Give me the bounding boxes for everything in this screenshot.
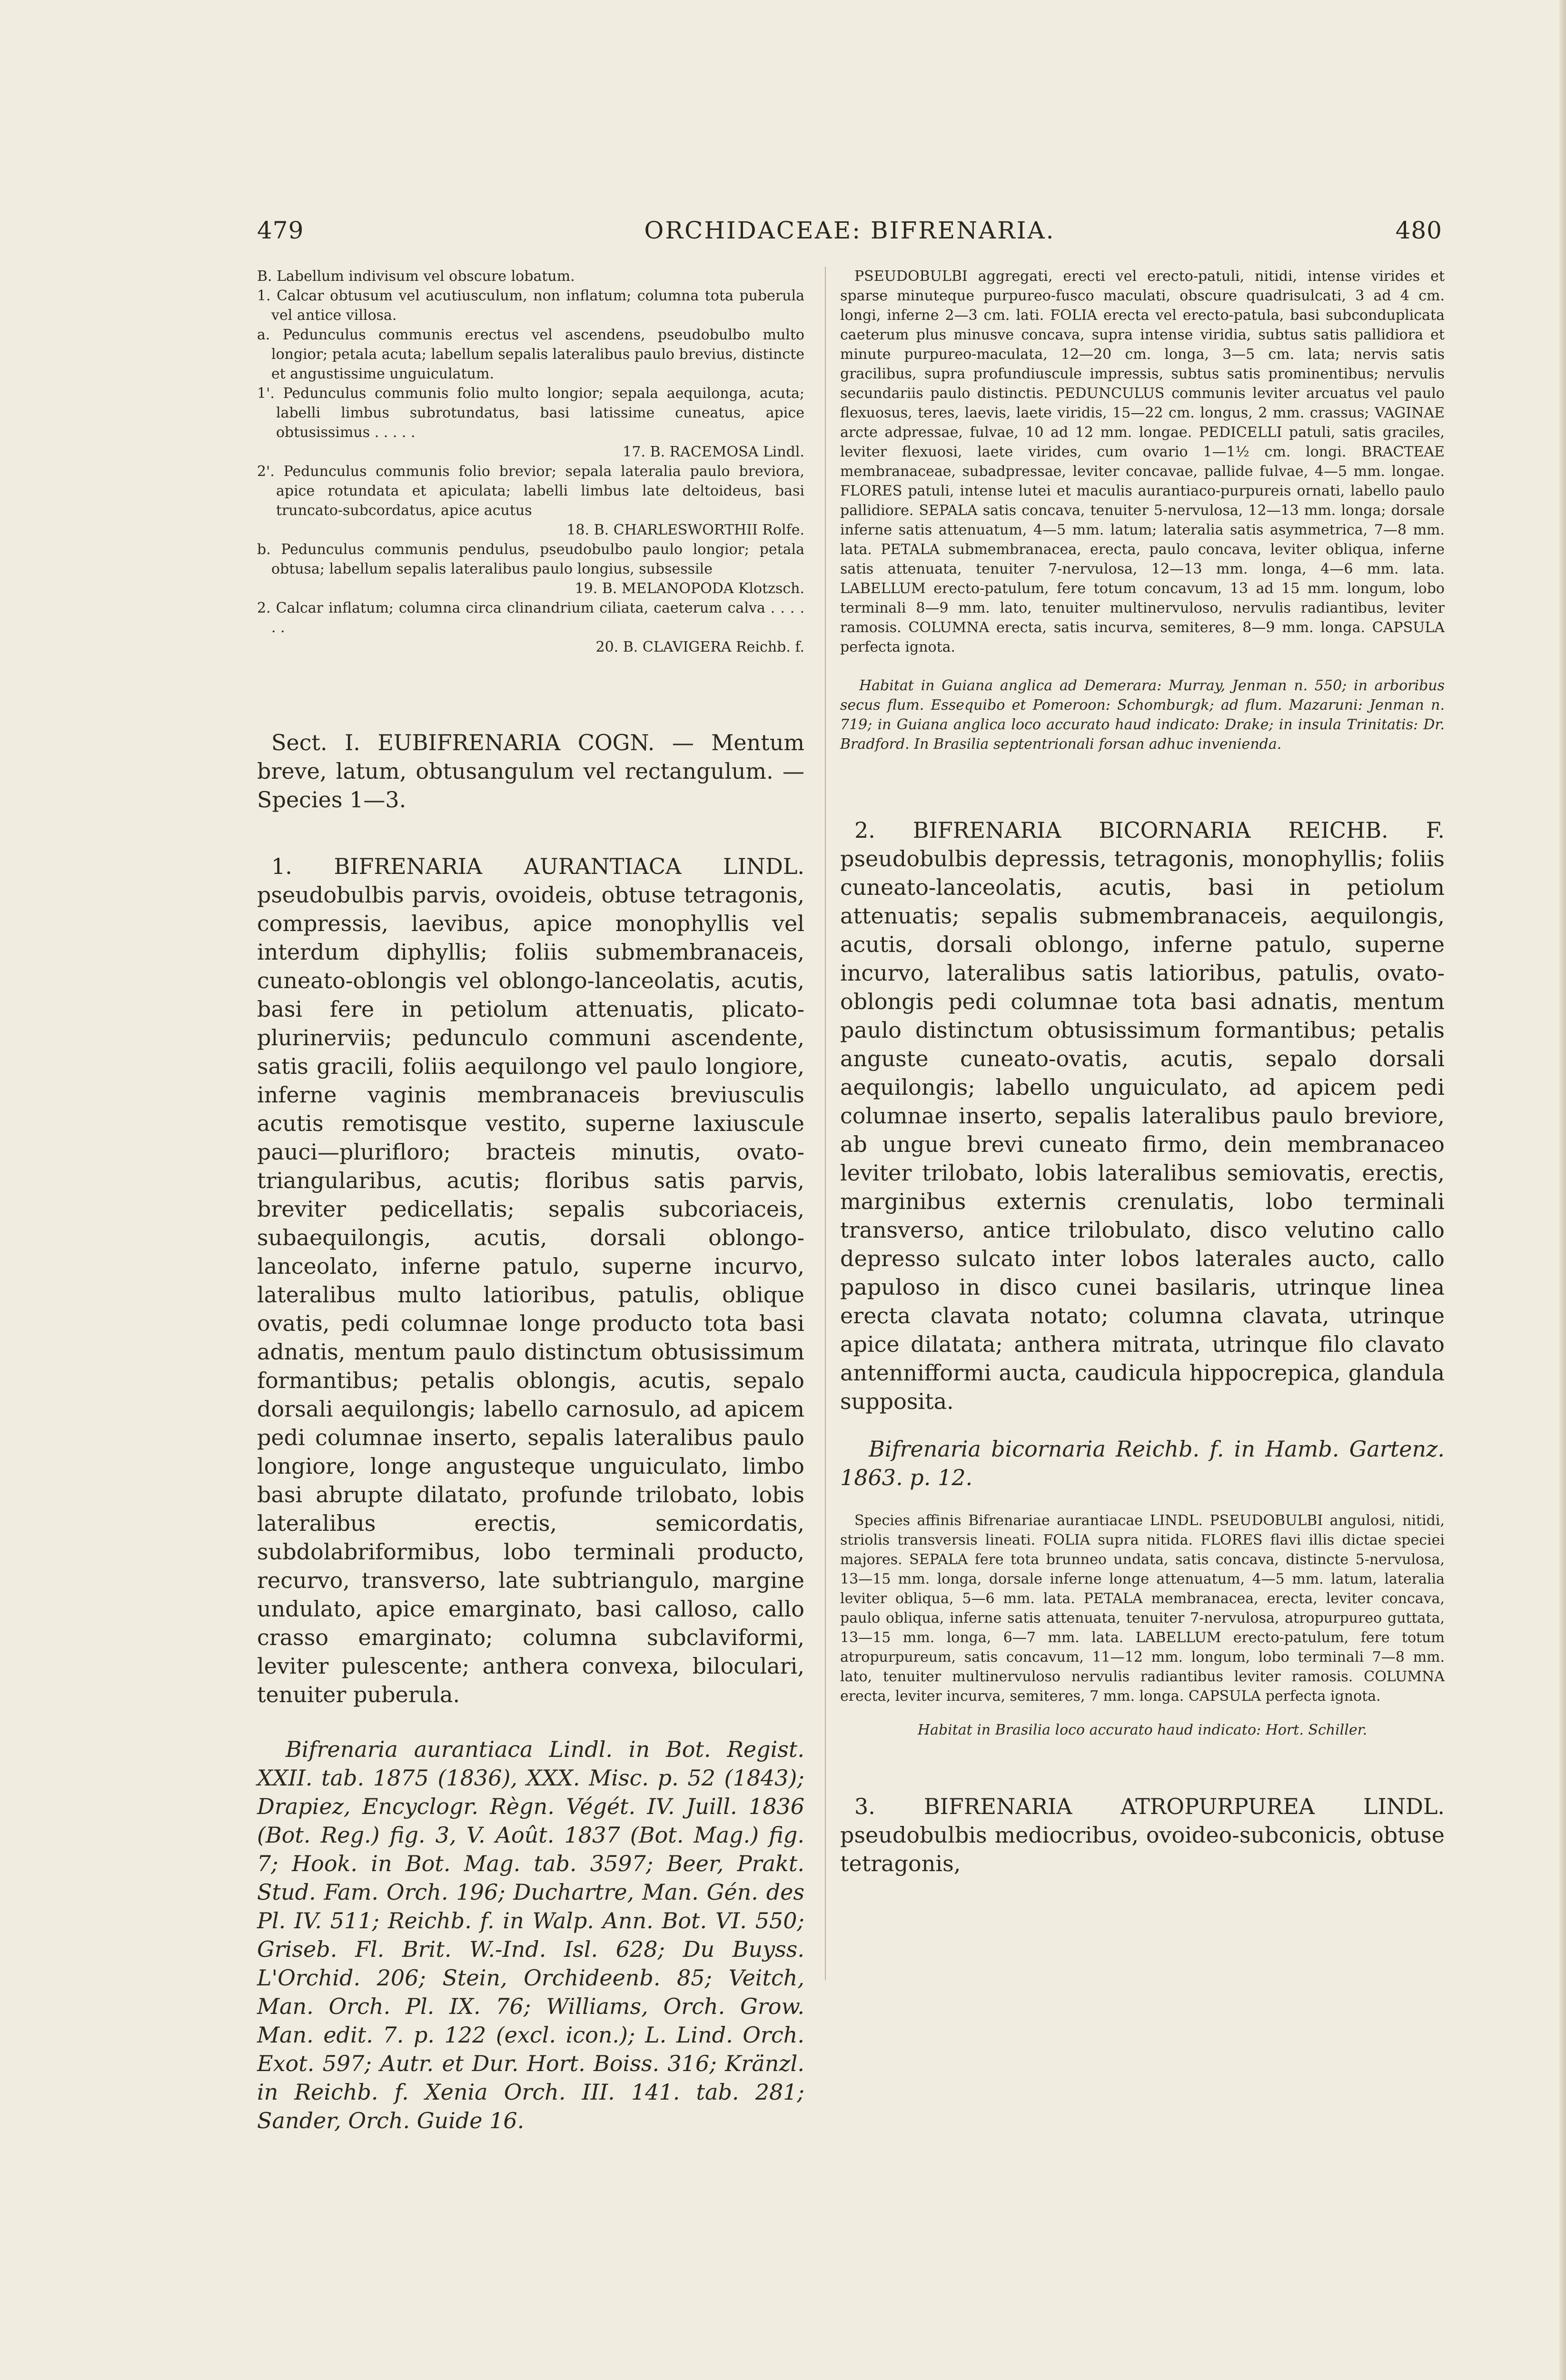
- key-lead-b1a2: 2'. Pedunculus communis folio brevior; sepala lateralia paulo breviora, apice rotundata et apiculata; labelli limbus late deltoideus, basi truncato-subcordatus, apice acutus: [257, 463, 804, 519]
- column-divider: [825, 267, 826, 1980]
- species-2-citation: Bifrenaria bicornaria Reichb. f. in Hamb. Gartenz. 1863. p. 12.: [840, 1436, 1445, 1490]
- species-1-description: 1. BIFRENARIA AURANTIACA LINDL. pseudobulbis parvis, ovoideis, obtuse tetragonis, compressis, laevibus, apice monophyllis vel interdum diphyllis; foliis submembranaceis, cuneato-oblongis vel oblongo-lanceolatis, acutis, basi fere in petiolum attenuatis, plicato-plurinerviis; pedunculo communi ascendente, satis gracili, foliis aequilongo vel paulo longiore, inferne vaginis membranaceis breviusculis acutis remotisque vestito, superne laxiuscule pauci—plurifloro; bracteis minutis, ovato-triangularibus, acutis; floribus satis parvis, breviter pedicellatis; sepalis subcoriaceis, subaequilongis, acutis, dorsali oblongo-lanceolato, inferne patulo, superne incurvo, lateralibus multo latioribus, patulis, oblique ovatis, pedi columnae longe producto tota basi adnatis, mentum paulo distinctum obtusissimum formantibus; petalis oblongis, acutis, sepalo dorsali aequilongis; labello carnosulo, ad apicem pedi columnae inserto, sepalis lateralibus paulo longiore, longe angusteque unguiculato, limbo basi abrupte dilatato, profunde trilobato, lobis lateralibus erectis, semicordatis, subdolabriformibus, lobo terminali producto, recurvo, transverso, late subtriangulo, margine undulato, apice emarginato, basi calloso, callo crasso emarginato; columna subclaviformi, leviter pulescente; anthera convexa, biloculari, tenuiter puberula.: [257, 853, 804, 1707]
- right-column: [840, 267, 1445, 1878]
- key-species-17: 17. B. RACEMOSA Lindl.: [623, 444, 804, 460]
- species-2-details: Species affinis Bifrenariae aurantiacae LINDL. PSEUDOBULBI angulosi, nitidi, striolis transversis lineati. FOLIA supra nitida. FLORES flavi illis dictae speciei majores. SEPALA fere tota brunneo undata, satis concava, distincte 5-nervulosa, 13—15 mm. longa, dorsale inferne longe attenuatum, 4—5 mm. latum, lateralia leviter obliqua, 5—6 mm. lata. PETALA membranacea, erecta, leviter concava, paulo obliqua, inferne satis attenuata, tenuiter 7-nervulosa, atropurpureo guttata, 13—15 mm. longa, 6—7 mm. lata. LABELLUM erecto-patulum, fere totum atropurpureum, satis concavum, 11—12 mm. longum, lobo terminali 7—8 mm. lato, tenuiter multinervuloso nervulis radiantibus leviter ramosis. COLUMNA erecta, leviter incurva, semiteres, 7 mm. longa. CAPSULA perfecta ignota.: [840, 1512, 1445, 1705]
- species-1-details: PSEUDOBULBI aggregati, erecti vel erecto-patuli, nitidi, intense virides et sparse minuteque purpureo-fusco maculati, obscure quadrisulcati, 3 ad 4 cm. longi, inferne 2—3 cm. lati. FOLIA erecta vel erecto-patula, basi subconduplicata caeterum plus minusve concava, supra intense viridia, subtus satis pallidiora et minute purpureo-maculata, 12—20 cm. longa, 3—5 cm. lata; nervis satis gracilibus, supra profundiuscule impressis, subtus satis prominentibus; nervulis secundariis paulo distinctis. PEDUNCULUS communis leviter arcuatus vel paulo flexuosus, teres, laevis, laete viridis, 15—22 cm. longus, 2 mm. crassus; VAGINAE arcte adpressae, fulvae, 10 ad 12 mm. longae. PEDICELLI patuli, satis graciles, leviter flexuosi, laete virides, cum ovario 1—1½ cm. longi. BRACTEAE membranaceae, subadpressae, leviter concavae, pallide fulvae, 4—5 mm. longae. FLORES patuli, intense lutei et maculis aurantiaco-purpureis ornati, labello paulo pallidiore. SEPALA satis concava, tenuiter 5-nervulosa, 12—13 mm. longa; dorsale inferne satis attenuatum, 4—5 mm. latum; lateralia satis asymmetrica, 7—8 mm. lata. PETALA submembranacea, erecta, paulo concava, leviter obliqua, inferne satis attenuata, tenuiter 7-nervulosa, 12—13 mm. longa, 4—6 mm. lata. LABELLUM erecto-patulum, fere totum concavum, 13 ad 15 mm. longum, lobo terminali 8—9 mm. lato, tenuiter multinervuloso, nervulis radiantibus, leviter ramosis. COLUMNA erecta, satis incurva, semiteres, 8—9 mm. longa. CAPSULA perfecta ignota.: [840, 268, 1445, 655]
- running-title: ORCHIDACEAE: BIFRENARIA.: [644, 217, 1055, 244]
- key-lead-b: B. Labellum indivisum vel obscure lobatum.: [257, 268, 575, 285]
- key-lead-b1: 1. Calcar obtusum vel acutiusculum, non inflatum; columna tota puberula vel antice villosa.: [257, 288, 804, 324]
- page-header: [257, 217, 1442, 255]
- species-1-citations: Bifrenaria aurantiaca Lindl. in Bot. Regist. XXII. tab. 1875 (1836), XXX. Misc. p. 52 (1843); Drapiez, Encyclogr. Règn. Végét. IV. Juill. 1836 (Bot. Reg.) fig. 3, V. Août. 1837 (Bot. Mag.) fig. 7; Hook. in Bot. Mag. tab. 3597; Beer, Prakt. Stud. Fam. Orch. 196; Duchartre, Man. Gén. des Pl. IV. 511; Reichb. f. in Walp. Ann. Bot. VI. 550; Griseb. Fl. Brit. W.-Ind. Isl. 628; Du Buyss. L'Orchid. 206; Stein, Orchideenb. 85; Veitch, Man. Orch. Pl. IX. 76; Williams, Orch. Grow. Man. edit. 7. p. 122 (excl. icon.); L. Lind. Orch. Exot. 597; Autr. et Dur. Hort. Boiss. 316; Kränzl. in Reichb. f. Xenia Orch. III. 141. tab. 281; Sander, Orch. Guide 16.: [257, 1736, 804, 2133]
- key-species-18: 18. B. CHARLESWORTHII Rolfe.: [566, 522, 804, 538]
- section-heading: Sect. I. EUBIFRENARIA COGN. — Mentum breve, latum, obtusangulum vel rectangulum. — Species 1—3.: [257, 730, 804, 813]
- page-number-right: 480: [1395, 217, 1442, 244]
- key-lead-b1b: b. Pedunculus communis pendulus, pseudobulbo paulo longior; petala obtusa; labellum sepalis lateralibus paulo longius, subsessile: [257, 541, 804, 577]
- key-species-19: 19. B. MELANOPODA Klotzsch.: [575, 580, 804, 597]
- left-column: [257, 267, 804, 2135]
- page-number-left: 479: [257, 217, 304, 244]
- key-lead-b1a1: 1'. Pedunculus communis folio multo longior; sepala aequilonga, acuta; labelli limbus subrotundatus, basi latissime cuneatus, apice obtusissimus . . . . .: [257, 385, 804, 441]
- key-species-20: 20. B. CLAVIGERA Reichb. f.: [595, 639, 804, 655]
- page-edge: [1559, 0, 1566, 2380]
- species-3-description: 3. BIFRENARIA ATROPURPUREA LINDL. pseudobulbis mediocribus, ovoideo-subconicis, obtuse tetragonis,: [840, 1794, 1445, 1876]
- species-2-habitat: Habitat in Brasilia loco accurato haud indicato: Hort. Schiller.: [917, 1722, 1368, 1738]
- key-lead-b2: 2. Calcar inflatum; columna circa clinandrium ciliata, caeterum calva . . . . . .: [257, 600, 804, 636]
- species-1-habitat: Habitat in Guiana anglica ad Demerara: Murray, Jenman n. 550; in arboribus secus flum. Essequibo et Pomeroon: Schomburgk; ad flum. Mazaruni: Jenman n. 719; in Guiana anglica loco accurato haud indicato: Drake; in insula Trinitatis: Dr. Bradford. In Brasilia septentrionali forsan adhuc invenienda.: [840, 677, 1445, 753]
- key-lead-b1a: a. Pedunculus communis erectus vel ascendens, pseudobulbo multo longior; petala acuta; labellum sepalis lateralibus paulo brevius, distincte et angustissime unguiculatum.: [257, 327, 804, 382]
- identification-key: [257, 267, 804, 657]
- species-2-description: 2. BIFRENARIA BICORNARIA REICHB. F. pseudobulbis depressis, tetragonis, monophyllis; foliis cuneato-lanceolatis, acutis, basi in petiolum attenuatis; sepalis submembranaceis, aequilongis, acutis, dorsali oblongo, inferne patulo, superne incurvo, lateralibus satis latioribus, patulis, ovato-oblongis pedi columnae tota basi adnatis, mentum paulo distinctum obtusissimum formantibus; petalis anguste cuneato-ovatis, acutis, sepalo dorsali aequilongis; labello unguiculato, ad apicem pedi columnae inserto, sepalis lateralibus paulo breviore, ab ungue brevi cuneato firmo, dein membranaceo leviter trilobato, lobis lateralibus semiovatis, erectis, marginibus externis crenulatis, lobo terminali transverso, antice trilobulato, disco velutino callo depresso sulcato inter lobos laterales aucto, callo papuloso in disco cunei basilaris, utrinque linea erecta clavata notato; columna clavata, utrinque apice dilatata; anthera mitrata, utrinque filo clavato antennifformi aucta, caudicula hippocrepica, glandula supposita.: [840, 817, 1445, 1414]
